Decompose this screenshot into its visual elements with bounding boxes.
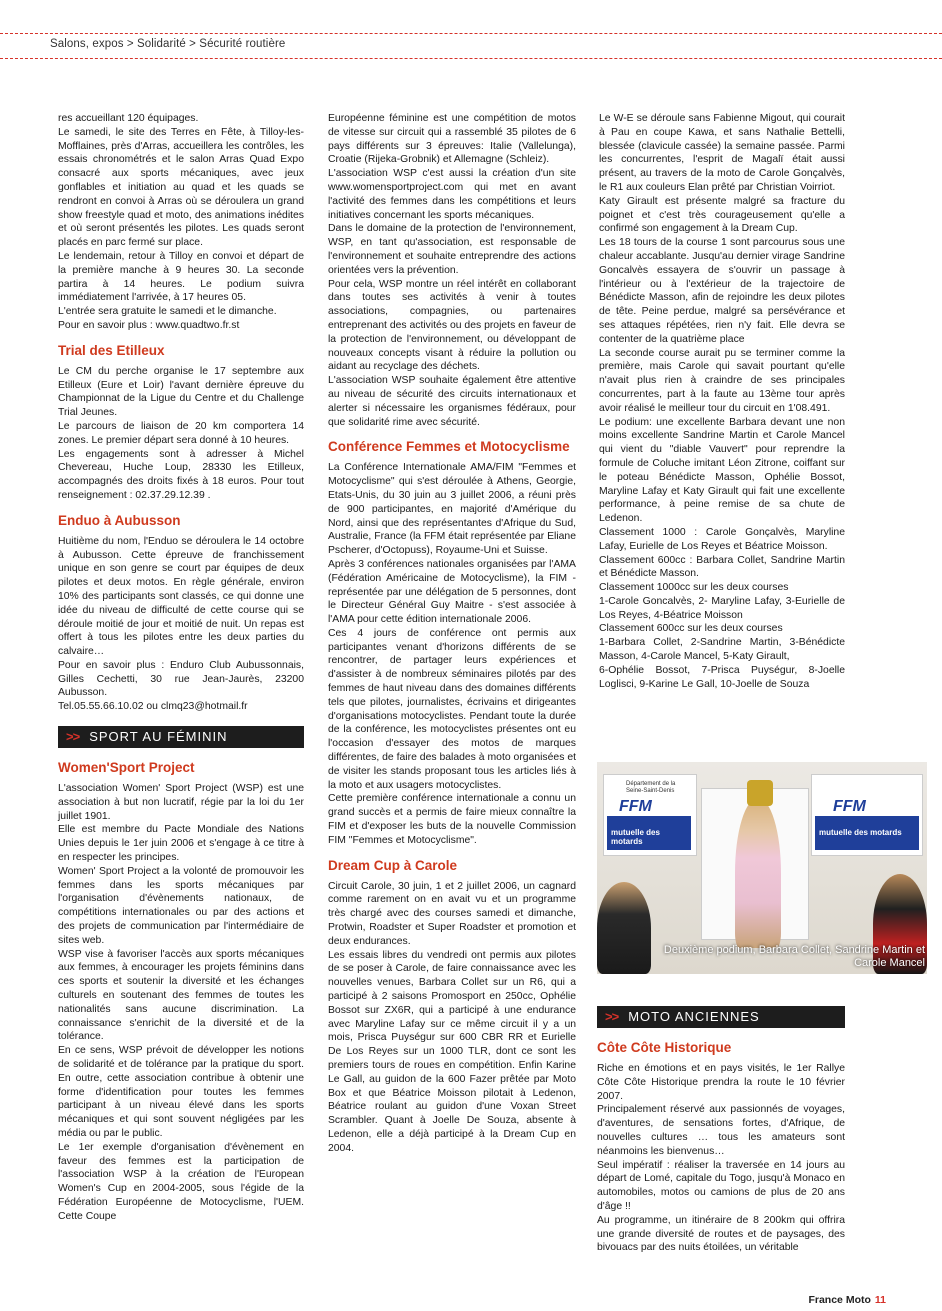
paragraph: La Conférence Internationale AMA/FIM "Femmes et Motocyclisme" qui s'est déroulée à Athens, Georgie, Etats-Unis, du 30 juin au 3 juillet 2006, a réuni près de 900 participantes, en majorité d'Amérique du Nord, ainsi que des représentantes d'Afrique du Sud, Australie, France (la FFM était représentée par Eliane Pscherer, d'Octopuss), Royaume-Uni et Suisse. (328, 462, 576, 557)
section-banner-sport-feminin (58, 726, 304, 748)
paragraph: Le CM du perche organise le 17 septembre aux Etilleux (Eure et Loir) l'avant dernière épreuve du Championnat de la Ligue du Centre et du Challenge Trial Jeunes. (58, 365, 304, 419)
header-rule-top (0, 33, 942, 34)
paragraph: Le W-E se déroule sans Fabienne Migout, qui courait à Pau en coupe Kawa, et sans Nathalie Bettelli, blessée (clavicule cassée) la semaine passée. Parmi les concurrentes, l'esprit de Magalï était aussi présent, au travers de la moto de Carole Gonçalvès, le R1 aux couleurs Elan prêté par Christian Voirriot. (599, 113, 845, 193)
paragraph: 6-Ophélie Bossot, 7-Prisca Puységur, 8-Joelle Loglisci, 9-Karine Le Gall, 10-Joelle de Souza (599, 664, 845, 690)
column-middle (328, 112, 576, 1156)
paragraph: res accueillant 120 équipages. (58, 113, 199, 124)
paragraph: Européenne féminine est une compétition de motos de vitesse sur circuit qui a rassemblé 35 pilotes de 6 pays différents sur 3 épreuves: Italie (Vallelunga), Croatie (Rijeka-Grobnik) et Allemagne (Schleiz). (328, 113, 576, 166)
paragraph: Après 3 conférences nationales organisées par l'AMA (Fédération Américaine de Motocyclisme), la FIM - représentée par une délégation de 5 personnes, dont le Directeur Général Guy Maitre - s'est associée à l'AMA pour cette édition internationale 2006. (328, 558, 576, 626)
paragraph: L'association Women' Sport Project (WSP) est une association à but non lucratif, régie par la loi du 1er juillet 1901. (58, 783, 304, 822)
paragraph: 1-Carole Goncalvès, 2- Maryline Lafay, 3-Eurielle de Los Reyes, 4-Béatrice Moisson (599, 595, 845, 621)
paragraph: Seul impératif : réaliser la traversée en 14 jours au départ de Lomé, capitale du Togo, jusqu'à Monaco en automobiles, motos ou camions de plus de 20 ans d'âge !! (597, 1159, 845, 1212)
paragraph: Circuit Carole, 30 juin, 1 et 2 juillet 2006, un cagnard comme rarement on en avait vu et un programme très chargé avec des courses samedi et dimanche, Protwin, Roadster et Super Roadster et promotion et deux endurances. (328, 880, 576, 947)
banner-label: MOTO ANCIENNES (628, 1009, 760, 1025)
trophy-icon (747, 780, 773, 806)
paragraph: Ces 4 jours de conférence ont permis aux participantes venant d'horizons différents de se rencontrer, de partager leurs expériences et d'assister à de nombreux séminaires pilotés par des femmes de haut niveau dans des domaines différents tels que pilotes, journalistes, écrivains et dirigeantes d'organisations motocyclistes. Pendant toute la durée de la conférence, les motocyclistes présentes ont eu l'occasion d'essayer des motos de marques différentes, de faire des balades à moto organisées et de visiter les stands proposant tous les articles liés à la moto et aux usagers motocyclistes. (328, 627, 576, 791)
paragraph: En ce sens, WSP prévoit de développer les notions de solidarité et de tolérance par la pratique du sport. En outre, cette association contribue à obtenir une forme d'identification pour toutes les femmes participant à un niveau élevé dans les sports mécaniques et qui sont souvent négligées par les média ou par le public. (58, 1045, 304, 1139)
paragraph: Les essais libres du vendredi ont permis aux pilotes de se poser à Carole, de faire connaissance avec les nouvelles venues, Barbara Collet sur un R6, qui a participé à 2 saisons Promosport en 250cc, Ophélie Bossot sur ZX6R, qui a participé à une endurance avec Maryline Lafay sur ce même circuit il y a un mois, Prisca Puységur sur 600 CBR RR et Eurielle De Los Reyes sur un 1000 TLR, dont ce sont les premiers tours de roues en compétition. Enfin Karine Le Gall, au guidon de la 600 Fazer prêtée par Moto Box et que Béatrice Moisson pilotait à Ledenon, Béatrice roulant au guidon d'une Voxan Street Scrambler. Quant à Joelle De Souza, absente à Ledenon, elle a déjà participé à la Dream Cup en 2004. (328, 949, 576, 1154)
paragraph: L'association WSP c'est aussi la création d'un site www.womensportproject.com qui met en avant l'activité des femmes dans les compétitions et leurs initiatives concernant les sports mécaniques. (328, 168, 576, 221)
paragraph: Les 18 tours de la course 1 sont parcourus sous une chaleur accablante. Jusqu'au dernier virage Sandrine Goncalvès essayera de s'ouvrir un passage à l'intérieur ou à l'extérieur de la trajectoire de Bénédicte Masson, afin de rejoindre les deux pilotes de tête. Peine perdue, malgré sa persévérance et ses attaques répétées, rien n'y fait. Elle devra se contenter de la quatrième place (599, 237, 845, 345)
section-banner-moto-anciennes (597, 1006, 845, 1028)
paragraph: Les engagements sont à adresser à Michel Chevereau, Huche Loup, 28330 les Etilleux, accompagnés des droits fixés à 18 euros. Pour tout renseignement : 02.37.29.12.39 . (58, 448, 304, 501)
sign-mutuelle-left: mutuelle des motards (607, 816, 691, 850)
sign-mutuelle-right: mutuelle des motards (815, 816, 919, 850)
rider-winner (735, 798, 781, 948)
ffm-logo-right: FFM (833, 798, 866, 815)
paragraph: Classement 1000 : Carole Gonçalvès, Maryline Lafay, Eurielle de Los Reyes et Béatrice Moisson. (599, 526, 845, 552)
paragraph: Dans le domaine de la protection de l'environnement, WSP, en tant qu'association, est responsable de l'environnement et souhaite entreprendre des actions orientées vers la prévention. (328, 223, 576, 276)
ffm-logo-left: FFM (619, 798, 652, 815)
paragraph: Cette première conférence internationale a connu un grand succès et a permis de faire mieux connaître la FIM et d'exposer les buts de la nouvelle Commission FIM "Femmes et Motocyclisme". (328, 793, 576, 846)
paragraph: WSP vise à favoriser l'accès aux sports mécaniques aux femmes, à encourager les projets féminins dans ces sports et soutenir la diversité et les échanges culturels en soutenant des femmes de toutes les nationalités sans aucune discrimination. La connaissance s'enrichit de la diversité et de la tolérance. (58, 948, 304, 1043)
podium-photo (597, 762, 927, 974)
section-title-wsp: Women'Sport Project (58, 760, 195, 776)
paragraph: Au programme, un itinéraire de 8 200km qui offrira une grande diversité de routes et de paysages, des bivouacs par des nuits étoilées, un véritable (597, 1214, 845, 1254)
paragraph: Elle est membre du Pacte Mondiale des Nations Unies depuis le 1er juin 2006 et s'engage à ce titre à en respecter les principes. (58, 824, 304, 864)
paragraph: Le podium: une excellente Barbara devant une non moins excellente Sandrine Martin et Carole Mancel qui vient du "diable Vauvert" pour reprendre la formule de Coluche imitant Léon Zitrone, coiffant sur le poteau Bénédicte Masson, Ophélie Bossot, Maryline Lafay et Katy Girault qui fait une excellente performance, à peine remise de sa chute de Ledenon. (599, 416, 845, 525)
section-title-trial: Trial des Etilleux (58, 342, 165, 358)
sign-department-label: Département de la Seine-Saint-Denis (626, 781, 676, 794)
double-chevron-icon: >> (605, 1009, 619, 1025)
magazine-name: France Moto (808, 1294, 871, 1306)
double-chevron-icon: >> (66, 729, 80, 745)
paragraph: Pour en savoir plus : Enduro Club Aubussonnais, Gilles Cechetti, 30 rue Jean-Jaurès, 23200 Aubusson. (58, 659, 304, 699)
paragraph: Pour cela, WSP montre un réel intérêt en collaborant dans toutes ses activités à venir à toutes associations, compagnies, ou partenaires entreprenant des activités ou des projets en faveur de la protection de l'environnement, ou développant de nouveaux concepts visant à réduire la pollution ou aidant au recyclage des déchets. (328, 278, 576, 373)
paragraph: Katy Girault est présente malgré sa fracture du poignet et c'est très courageusement qu'elle a confirmé son engagement à la Dream Cup. (599, 195, 845, 235)
paragraph: Le parcours de liaison de 20 km comportera 14 zones. Le premier départ sera donné à 10 heures. (58, 420, 304, 446)
rider-left (597, 882, 651, 974)
paragraph: Pour en savoir plus : www.quadtwo.fr.st (58, 319, 240, 331)
breadcrumb: Salons, expos > Solidarité > Sécurité routière (50, 38, 286, 50)
paragraph: Tel.05.55.66.10.02 ou clmq23@hotmail.fr (58, 701, 248, 713)
column-left (58, 112, 304, 1224)
paragraph: Principalement réservé aux passionnés de voyages, d'aventures, de sensations fortes, d'Afrique, de nouvelles cultures … tous les amateurs sont néanmoins les bienvenus… (597, 1104, 845, 1157)
paragraph: Women' Sport Project a la volonté de promouvoir les femmes dans les sports mécaniques par l'organisation d'évènements nationaux, de compétitions internationales ou par des actions et des projets de communication par l'intermédiaire de sites web. (58, 865, 304, 946)
section-title-enduro: Enduo à Aubusson (58, 512, 181, 528)
paragraph: 1-Barbara Collet, 2-Sandrine Martin, 3-Bénédicte Masson, 4-Carole Mancel, 5-Katy Girault, (599, 637, 845, 663)
paragraph: Le 1er exemple d'organisation d'évènement en faveur des femmes est la participation de l'association WSP à la création de l'European Women's Cup en 2004-2005, sous l'égide de la Fédération Européenne de Motocyclisme, l'UEM. Cette Coupe (58, 1141, 304, 1222)
paragraph: Classement 600cc sur les deux courses (599, 623, 783, 635)
section-title-dream-cup: Dream Cup à Carole (328, 857, 458, 873)
paragraph: Classement 1000cc sur les deux courses (599, 582, 789, 594)
section-title-conference: Conférence Femmes et Motocyclisme (328, 439, 570, 455)
paragraph: Le lendemain, retour à Tilloy en convoi et départ de la première manche à 9 heures 30. La seconde partira à 14 heures. Le podium suivra immédiatement l'arrivée, à 17 heures 05. (58, 250, 304, 304)
paragraph: Riche en émotions et en pays visités, le 1er Rallye Côte Côte Historique prendra la route le 10 février 2007. (597, 1063, 845, 1102)
section-title-cote: Côte Côte Historique (597, 1040, 732, 1055)
paragraph: Classement 600cc : Barbara Collet, Sandrine Martin et Bénédicte Masson. (599, 554, 845, 580)
photo-caption: Deuxième podium, Barbara Collet, Sandrine Martin et Carole Mancel (663, 944, 925, 969)
column-right (599, 112, 845, 691)
page-number: 11 (874, 1294, 886, 1306)
paragraph: Huitième du nom, l'Enduo se déroulera le 14 octobre à Aubusson. Cette épreuve de franchissement unique en son genre se court par équipes de deux pilotes et deux motos. En règle générale, environ 10% des participants sont classés, ce qui donne une idée du niveau de difficulté de cette course qui se déroule moitié de jour et moitié de nuit. Un repas est offert à tous les pilotes entre les deux parties du calvaire… (58, 535, 304, 658)
paragraph: L'entrée sera gratuite le samedi et le dimanche. (58, 306, 277, 318)
paragraph: Le samedi, le site des Terres en Fête, à Tilloy-les-Mofflaines, près d'Arras, accueillera les contrôles, les essais chronométrés et le salon Arras Quad Expo consacré aux sports mécaniques, avec jeux gonflables et initiation au quad et les quads se rendront en convoi à Arras où se déroulera un grand show freestyle quad et moto, des animations inédites et où seront présentés les pilotes. Les quads seront placés en parc fermé sur place. (58, 126, 304, 249)
page-footer (808, 1294, 886, 1306)
paragraph: L'association WSP souhaite également être attentive au niveau de sécurité des circuits internationaux et alerter si nécessaire les organismes fédéraux, pour que solidarité rime avec sécurité. (328, 375, 576, 428)
header-rule-bottom (0, 58, 942, 59)
column-right-lower (597, 996, 845, 1255)
paragraph: La seconde course aurait pu se terminer comme la première, mais Carole qui savait pourtant qu'elle n'avait plus rien à craindre de ses principales concurrentes, part à la faute au 13ème tour après avoir réalisé le meilleur tour du circuit en 1'08.491. (599, 347, 845, 414)
banner-label: SPORT AU FÉMININ (89, 729, 228, 745)
